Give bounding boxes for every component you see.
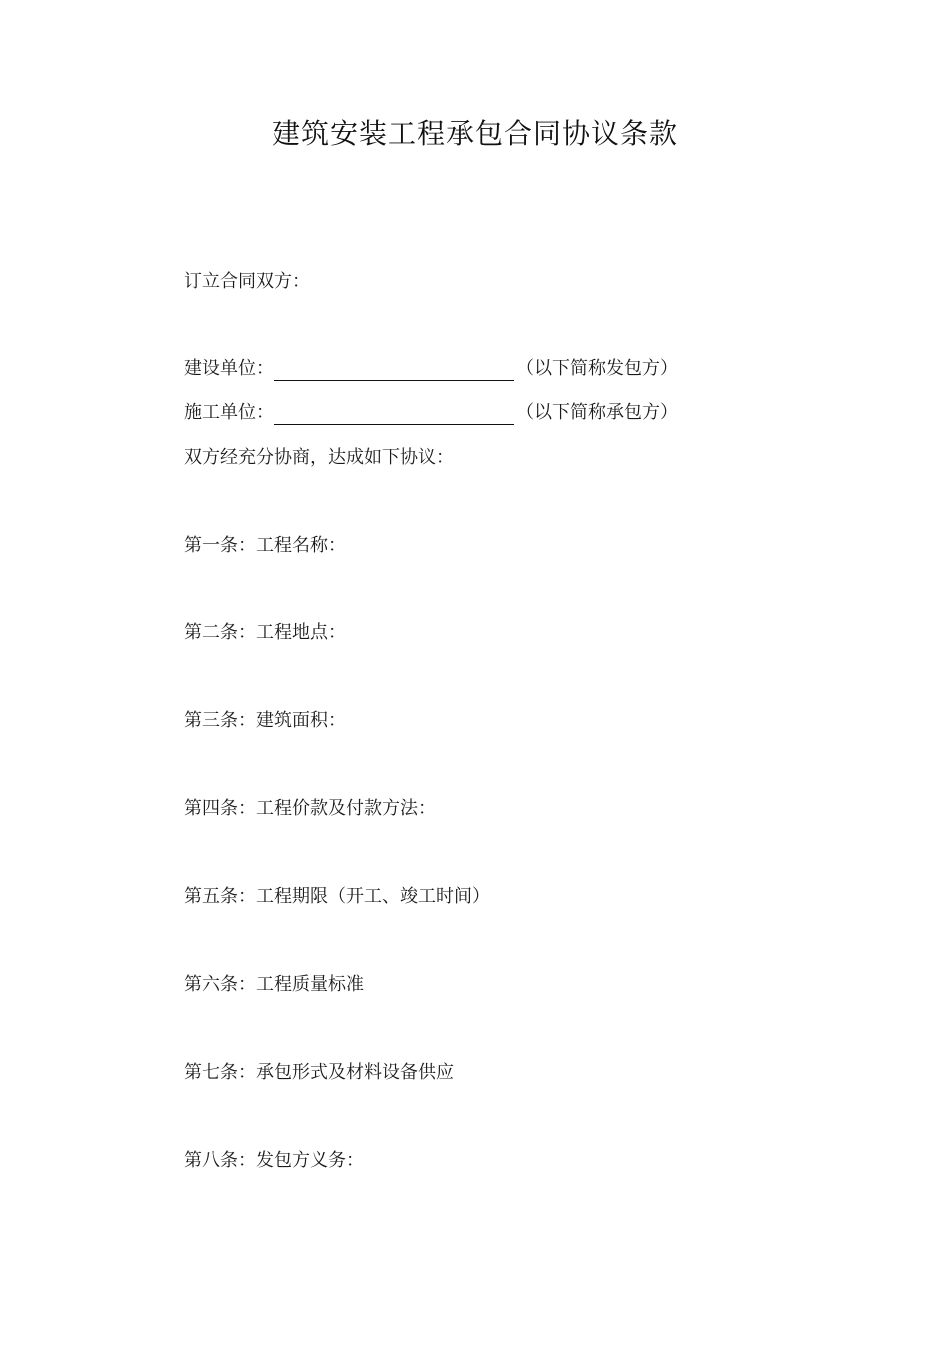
builder-suffix: （以下简称发包方）: [516, 358, 678, 379]
contractor-label: 施工单位：: [184, 402, 274, 423]
article-6: 第六条：工程质量标准: [184, 974, 364, 995]
contractor-line: [184, 401, 678, 425]
agreement-line: 双方经充分协商，达成如下协议：: [184, 447, 454, 468]
article-3: 第三条：建筑面积：: [184, 710, 346, 731]
builder-blank-field: [274, 360, 514, 381]
article-7: 第七条：承包形式及材料设备供应: [184, 1062, 454, 1083]
parties-intro: 订立合同双方：: [184, 271, 310, 292]
builder-line: [184, 357, 678, 381]
article-8: 第八条：发包方义务：: [184, 1150, 364, 1171]
document-title: 建筑安装工程承包合同协议条款: [271, 117, 678, 150]
article-5: 第五条：工程期限（开工、竣工时间）: [184, 886, 490, 907]
contractor-blank-field: [274, 404, 514, 425]
contractor-suffix: （以下简称承包方）: [516, 402, 678, 423]
article-2: 第二条：工程地点：: [184, 622, 346, 643]
article-1: 第一条：工程名称：: [184, 535, 346, 556]
builder-label: 建设单位：: [184, 358, 274, 379]
article-4: 第四条：工程价款及付款方法：: [184, 798, 436, 819]
